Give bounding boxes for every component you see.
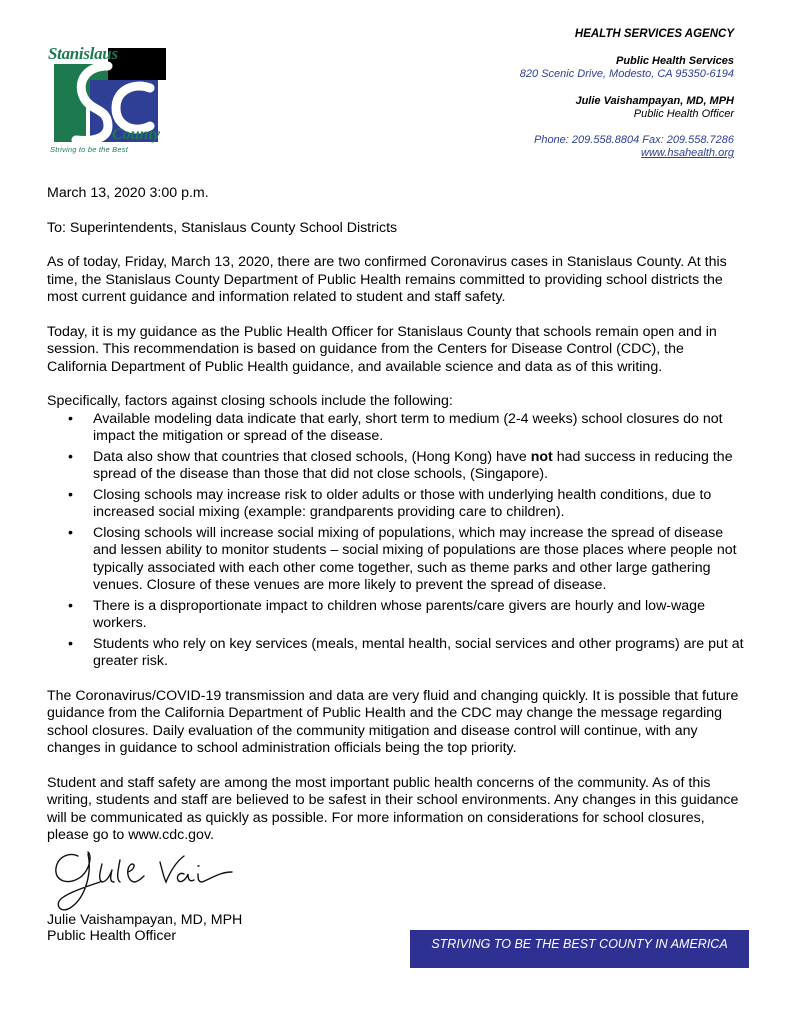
paragraph-2: Today, it is my guidance as the Public Health Officer for Stanislaus County that schools remain open and in session. This recommendation is based on guidance from the Centers for Disease Control (CDC), the California Department of Public Health guidance, and available science and data as of this writing. — [47, 323, 717, 375]
factor-text: There is a disproportionate impact to children whose parents/care givers are hourly and low-wage workers. — [93, 597, 705, 631]
bullet-icon: • — [68, 486, 73, 503]
factor-text: Students who rely on key services (meals, mental health, social services and other programs) are put at greater risk. — [93, 635, 744, 669]
officer-name: Julie Vaishampayan, MD, MPH — [575, 95, 734, 107]
factors-intro: Specifically, factors against closing schools include the following: — [47, 393, 453, 409]
bullet-icon: • — [68, 597, 73, 614]
address: 820 Scenic Drive, Modesto, CA 95350-6194 — [519, 68, 734, 80]
letterhead — [520, 28, 734, 160]
factor-emphasis: not — [530, 448, 553, 465]
agency-name: HEALTH SERVICES AGENCY — [574, 28, 734, 40]
paragraph-4: Student and staff safety are among the most important public health concerns of the community. As of this writing, students and staff are believed to be safest in their school environments. Any changes in this guidance will be communicated as quickly as possible. For more information on considerations for school closures, please go to www.cdc.gov. — [47, 774, 739, 843]
factor-text-start: Data also show that countries that closed schools, (Hong Kong) have — [93, 448, 531, 465]
phone-fax: Phone: 209.558.8804 Fax: 209.558.7286 — [533, 134, 734, 146]
footer-slogan: STRIVING TO BE THE BEST COUNTY IN AMERICA — [431, 937, 728, 951]
handwritten-signature — [48, 842, 238, 916]
bullet-icon: • — [68, 635, 73, 652]
county-logo — [46, 42, 172, 160]
factor-text: Closing schools will increase social mixing of populations, which may increase the spread of disease and lessen ability to monitor students – social mixing of populations are those places where people not typically associated with each other come together, such as theme parks and other large gathering venues. Closure of these venues are more likely to prevent the spread of disease. — [93, 524, 737, 593]
bullet-icon: • — [68, 410, 73, 427]
logo-word-top: Stanislaus — [48, 44, 118, 63]
factor-text-end: had success in reducing the spread of the disease than those that did not close schools, (Singapore). — [93, 448, 733, 482]
signer-title: Public Health Officer — [47, 928, 177, 944]
list-item — [47, 598, 747, 633]
website-link[interactable]: www.hsahealth.org — [641, 147, 734, 159]
factor-text: Available modeling data indicate that early, short term to medium (2-4 weeks) school closures do not impact the mitigation or spread of the disease. — [93, 410, 723, 444]
footer-slogan-banner — [410, 930, 749, 968]
list-item — [47, 487, 747, 522]
paragraph-3: The Coronavirus/COVID-19 transmission and data are very fluid and changing quickly. It is possible that future guidance from the California Department of Public Health and the CDC may change the message regarding school closures. Daily evaluation of the community mitigation and disease control will continue, with any changes in guidance to school administration officials being the top priority. — [47, 687, 739, 756]
list-item — [47, 525, 747, 595]
logo-tagline: Striving to be the Best — [50, 145, 128, 154]
bullet-icon: • — [68, 524, 73, 541]
department-name: Public Health Services — [616, 55, 734, 67]
signature-block — [47, 912, 242, 944]
letter-date: March 13, 2020 3:00 p.m. — [47, 185, 209, 201]
officer-title: Public Health Officer — [633, 108, 734, 120]
factors-list — [47, 411, 747, 671]
letter-recipient: To: Superintendents, Stanislaus County School Districts — [47, 219, 398, 236]
factor-text: Closing schools may increase risk to older adults or those with underlying health conditions, due to increased social mixing (example: grandparents providing care to children). — [93, 486, 712, 520]
list-item — [47, 636, 747, 671]
letter-body — [47, 185, 747, 862]
paragraph-1: As of today, Friday, March 13, 2020, there are two confirmed Coronavirus cases in Stanislaus County. At this time, the Stanislaus County Department of Public Health remains committed to providing school districts the most current guidance and information related to student and staff safety. — [47, 254, 727, 305]
bullet-icon: • — [68, 448, 73, 465]
list-item — [47, 411, 747, 446]
logo-word-bottom: County — [112, 126, 161, 143]
signer-name: Julie Vaishampayan, MD, MPH — [47, 912, 243, 928]
list-item — [47, 449, 747, 484]
